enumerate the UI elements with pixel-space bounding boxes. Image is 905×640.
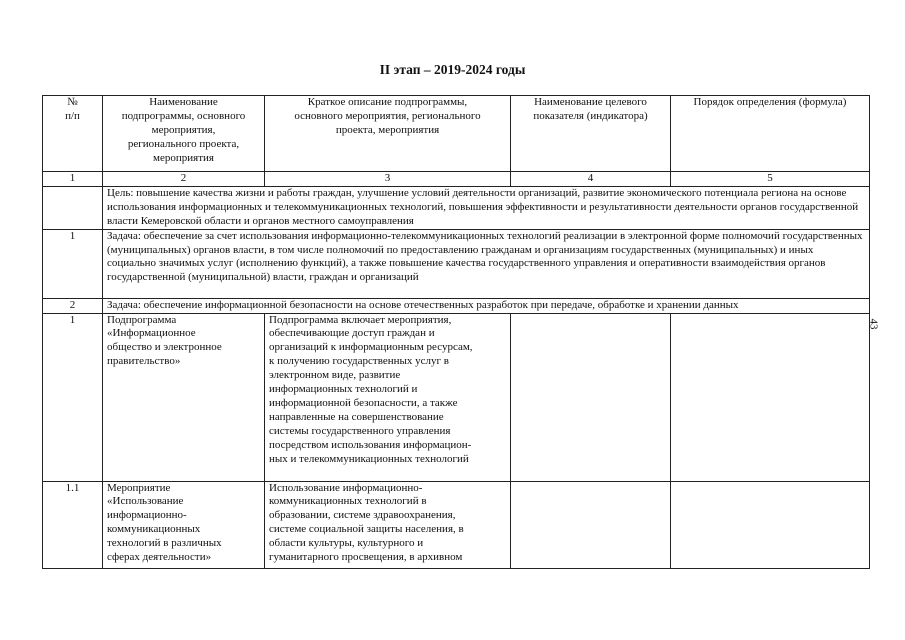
subprogram-num: 1: [43, 313, 103, 481]
goal-text: Цель: повышение качества жизни и работы граждан, улучшение условий деятельности организаций, развитие экономического потенциала региона на основе использования информационных и телекоммуникационных технологий, повышения эффективности и результативности деятельности органов государственной власти Кемеровской области и органов местного самоуправления: [103, 186, 870, 229]
task-num: 2: [43, 298, 103, 313]
subprogram-description: Подпрограмма включает мероприятия, обеспечивающие доступ граждан и организаций к информационным ресурсам, к получению государственных услуг в электронном виде, развитие информационных технологий и информационной безопасности, а также направленные на совершенствование системы государственного управления посредством использования информацион- ных и телекоммуникационных технологий: [265, 313, 511, 481]
task-row: [43, 229, 870, 298]
program-table: [42, 95, 870, 569]
goal-num-cell: [43, 186, 103, 229]
goal-row: [43, 186, 870, 229]
measure-name: Мероприятие «Использование информационно- коммуникационных технологий в различных сферах деятельности»: [103, 481, 265, 568]
task-text: Задача: обеспечение за счет использования информационно-телекоммуникационных технологий реализации в электронной форме полномочий государственных (муниципальных) органов власти, в том числе полномочий по предоставлению гражданам и организациям государственных (муниципальных) и иных социально значимых услуг (исполнению функций), а также повышение качества государственного управления и оперативности взаимодействия органов государственной (муниципальной) власти, граждан и организаций: [103, 229, 870, 298]
measure-description: Использование информационно- коммуникационных технологий в образовании, системе здравоохранения, системе социальной защиты населения, в области культуры, культурного и гуманитарного просвещения, в архивном: [265, 481, 511, 568]
column-number: 3: [265, 172, 511, 187]
header-indicator: Наименование целевого показателя (индикатора): [511, 96, 671, 172]
page-title: II этап – 2019-2024 годы: [379, 62, 526, 77]
header-num: № п/п: [43, 96, 103, 172]
subprogram-name: Подпрограмма «Информационное общество и электронное правительство»: [103, 313, 265, 481]
subprogram-indicator: [511, 313, 671, 481]
header-formula: Порядок определения (формула): [671, 96, 870, 172]
subprogram-formula: [671, 313, 870, 481]
measure-row: [43, 481, 870, 568]
column-number: 5: [671, 172, 870, 187]
subprogram-row: [43, 313, 870, 481]
header-description: Краткое описание подпрограммы, основного мероприятия, регионального проекта, мероприятия: [265, 96, 511, 172]
measure-num: 1.1: [43, 481, 103, 568]
measure-indicator: [511, 481, 671, 568]
table-header-row: [43, 96, 870, 172]
task-num: 1: [43, 229, 103, 298]
header-name: Наименование подпрограммы, основного мероприятия, регионального проекта, мероприятия: [103, 96, 265, 172]
task-text: Задача: обеспечение информационной безопасности на основе отечественных разработок при передаче, обработке и хранении данных: [103, 298, 870, 313]
measure-formula: [671, 481, 870, 568]
column-numbers-row: [43, 172, 870, 187]
column-number: 2: [103, 172, 265, 187]
column-number: 4: [511, 172, 671, 187]
page-number: 43: [867, 318, 880, 330]
column-number: 1: [43, 172, 103, 187]
task-row: [43, 298, 870, 313]
